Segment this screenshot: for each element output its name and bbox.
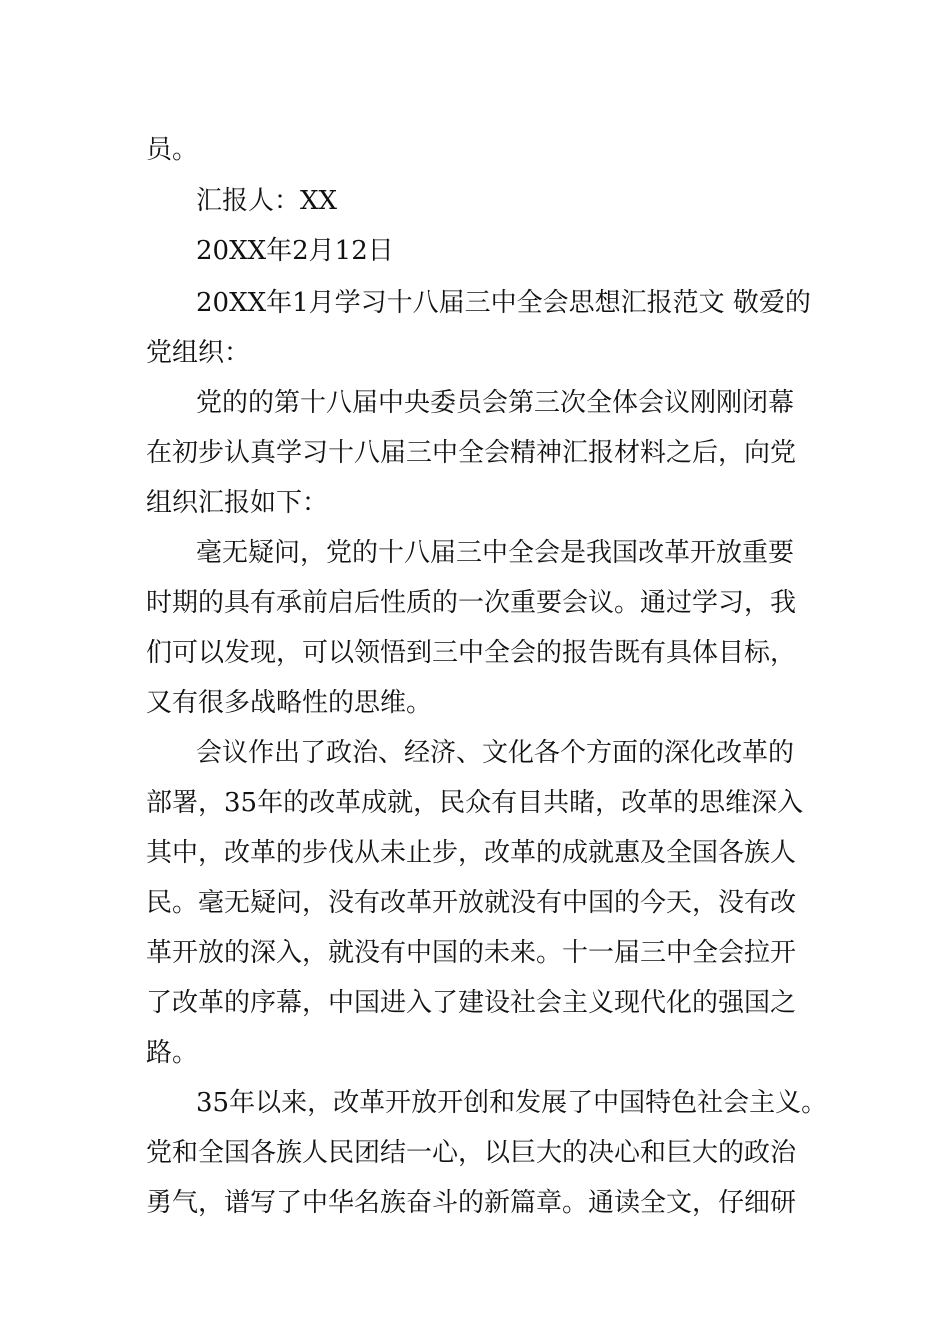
paragraph-line: 部署，35年的改革成就，民众有目共睹，改革的思维深入 bbox=[146, 788, 804, 818]
paragraph-line: 党的的第十八届中央委员会第三次全体会议刚刚闭幕 bbox=[196, 388, 795, 418]
paragraph-line: 在初步认真学习十八届三中全会精神汇报材料之后，向党 bbox=[146, 438, 797, 468]
paragraph-line: 了改革的序幕，中国进入了建设社会主义现代化的强国之 bbox=[146, 988, 797, 1018]
paragraph-line: 民。毫无疑问，没有改革开放就没有中国的今天，没有改 bbox=[146, 888, 797, 918]
paragraph-line: 35年以来，改革开放开创和发展了中国特色社会主义。 bbox=[196, 1088, 828, 1118]
paragraph-line: 又有很多战略性的思维。 bbox=[146, 688, 433, 718]
paragraph-line: 们可以发现，可以领悟到三中全会的报告既有具体目标， bbox=[146, 638, 797, 668]
paragraph-line: 勇气，谱写了中华名族奋斗的新篇章。通读全文，仔细研 bbox=[146, 1188, 797, 1218]
paragraph-line: 其中，改革的步伐从未止步，改革的成就惠及全国各族人 bbox=[146, 838, 797, 868]
paragraph-line: 革开放的深入，就没有中国的未来。十一届三中全会拉开 bbox=[146, 938, 797, 968]
heading-line: 20XX年1月学习十八届三中全会思想汇报范文 敬爱的 bbox=[196, 288, 811, 318]
paragraph-line: 时期的具有承前启后性质的一次重要会议。通过学习，我 bbox=[146, 588, 797, 618]
reporter-line: 汇报人：XX bbox=[196, 186, 338, 216]
paragraph-line: 组织汇报如下： bbox=[146, 488, 329, 518]
paragraph-line: 毫无疑问，党的十八届三中全会是我国改革开放重要 bbox=[196, 538, 795, 568]
paragraph-line: 党和全国各族人民团结一心，以巨大的决心和巨大的政治 bbox=[146, 1138, 797, 1168]
text-line: 员。 bbox=[146, 135, 199, 165]
paragraph-line: 会议作出了政治、经济、文化各个方面的深化改革的 bbox=[196, 738, 795, 768]
salutation-line: 党组织： bbox=[146, 338, 251, 368]
date-line: 20XX年2月12日 bbox=[196, 236, 394, 266]
paragraph-line: 路。 bbox=[146, 1038, 199, 1068]
